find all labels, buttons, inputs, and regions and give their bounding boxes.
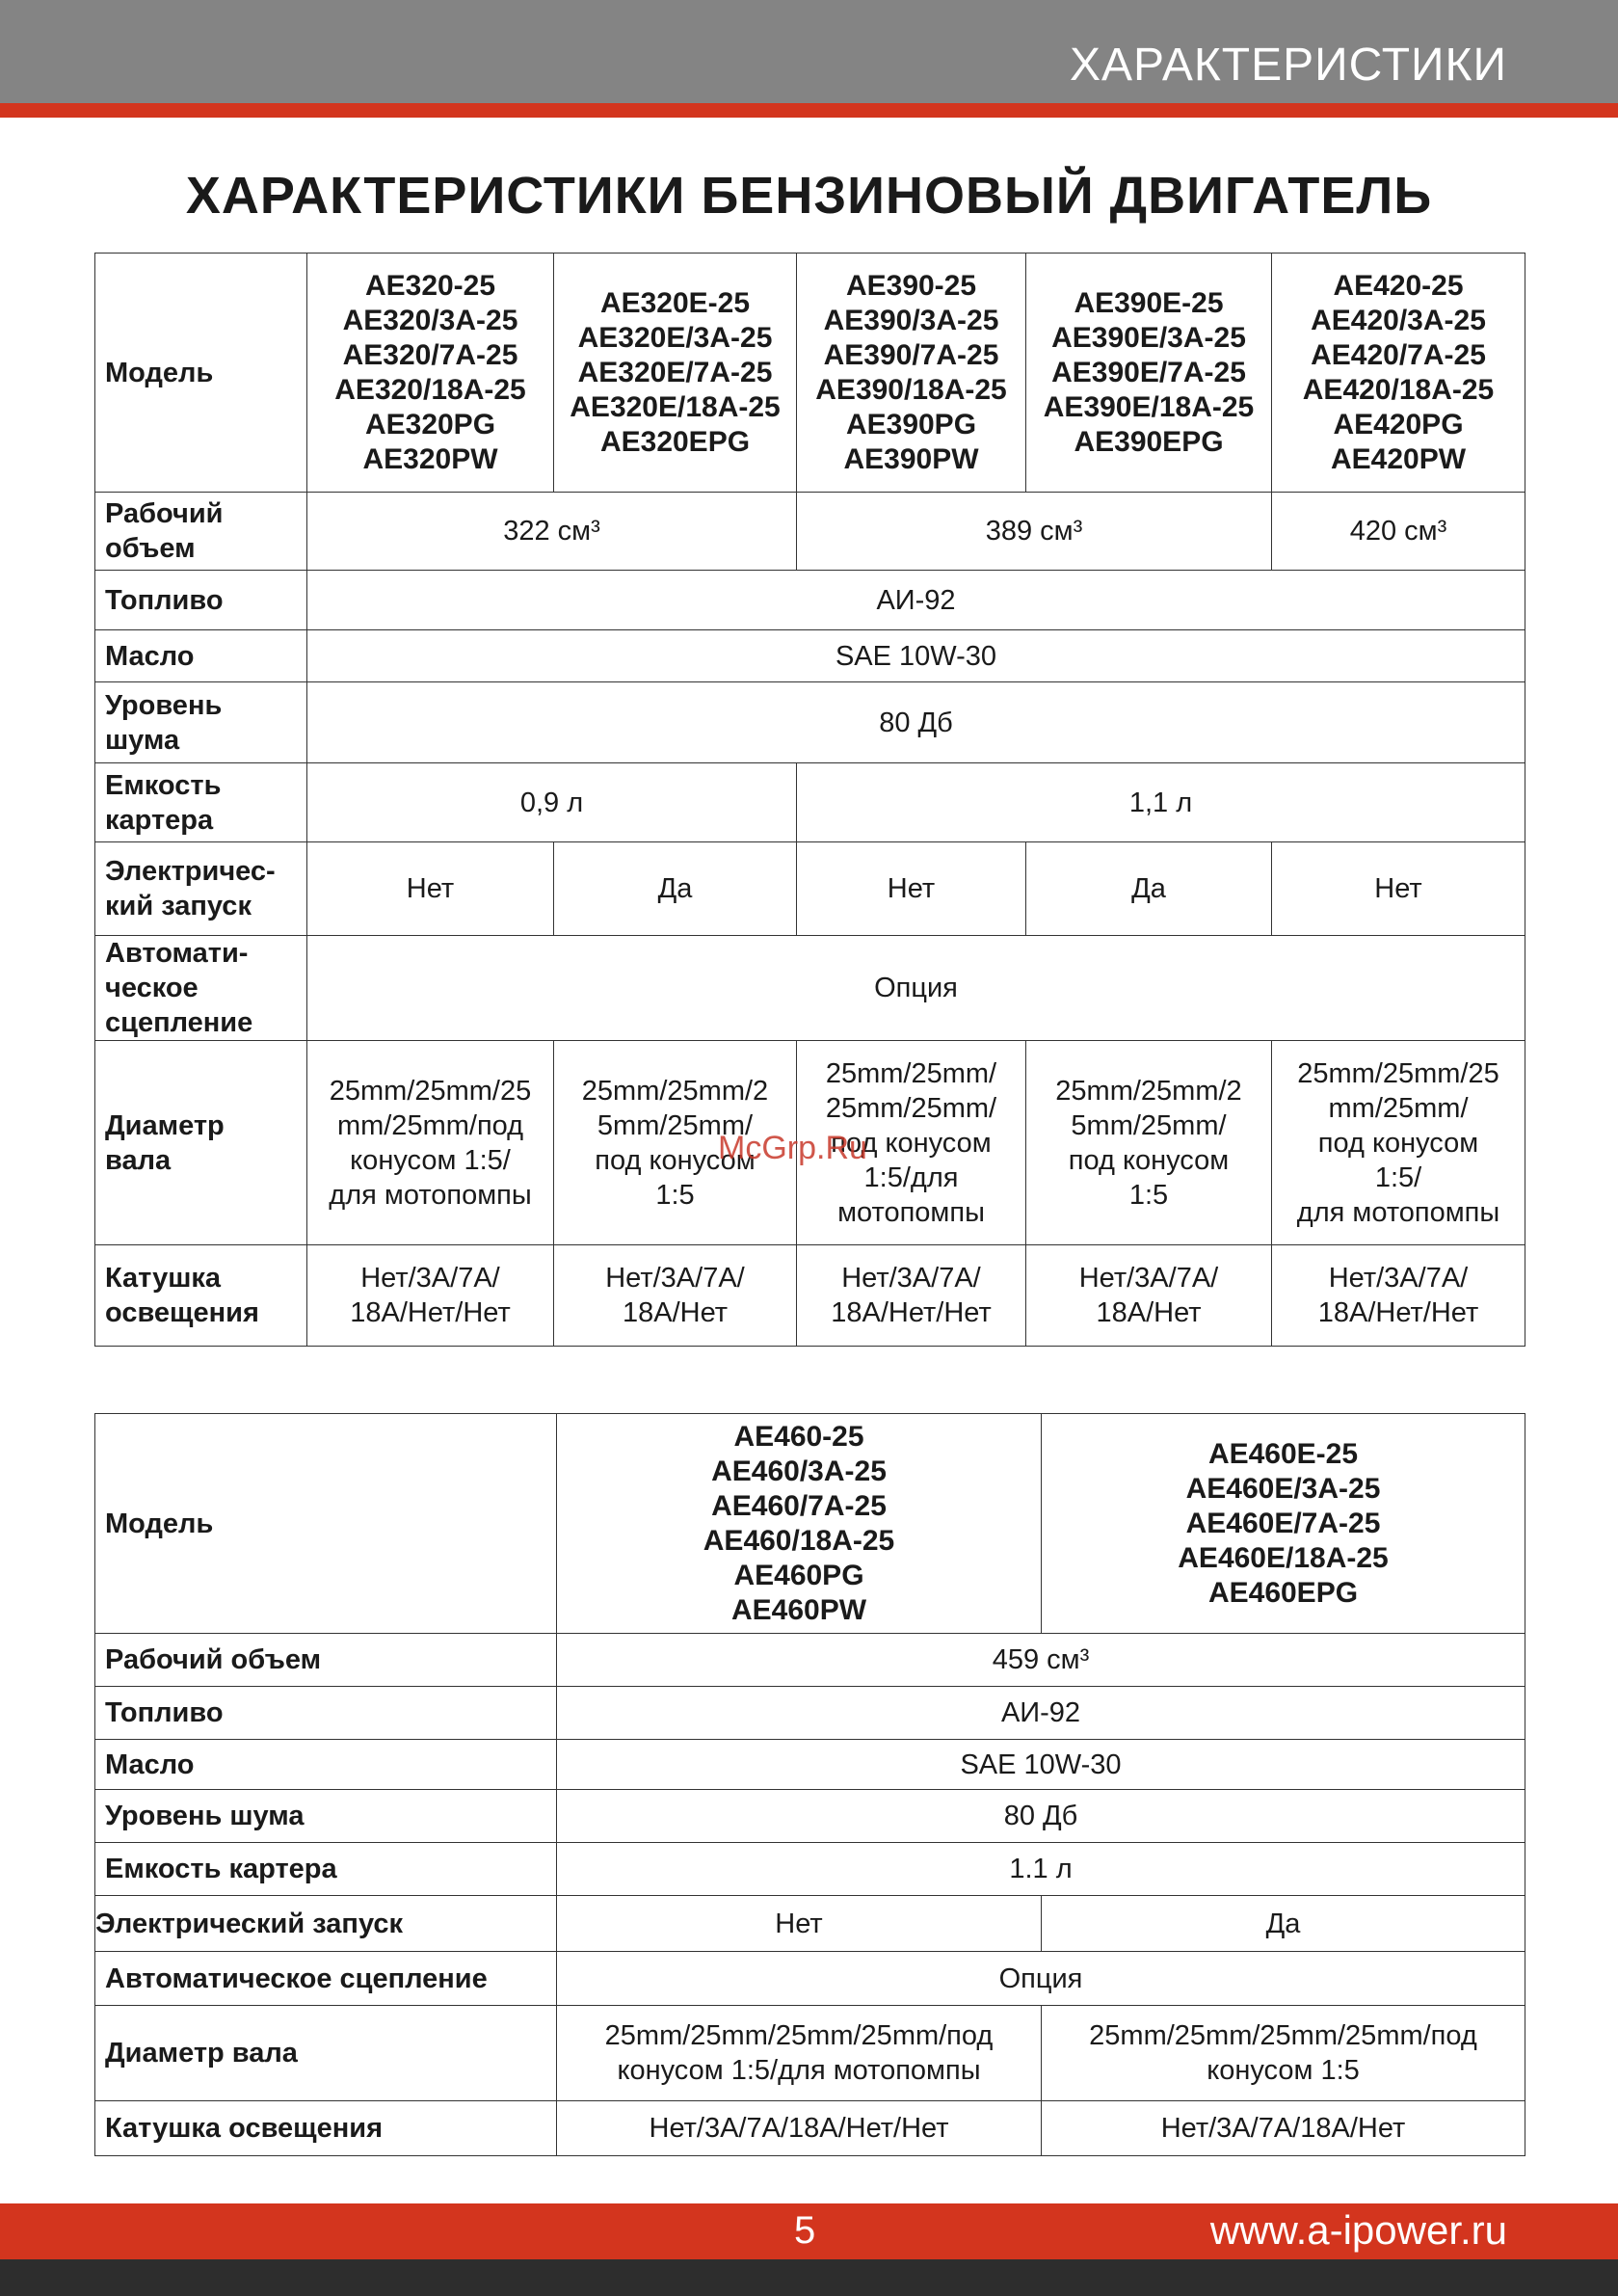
model-cell xyxy=(1026,254,1272,493)
value-cell: Нет xyxy=(1272,842,1525,936)
value-cell: Нет xyxy=(797,842,1026,936)
cell-line: Катушка xyxy=(105,1263,222,1294)
cell-line: AE420PW xyxy=(1330,442,1467,475)
table-row xyxy=(95,2101,1525,2156)
cell-line: 25mm/25mm/25 xyxy=(329,1075,532,1107)
cell-line: AE390-25 xyxy=(845,269,977,302)
cell-line: AE460PW xyxy=(730,1593,867,1626)
cell-line: конусом 1:5/ xyxy=(350,1144,511,1176)
table-row xyxy=(95,1952,1525,2006)
cell-line: 18А/Нет/Нет xyxy=(350,1297,511,1328)
cell-line: AE420/18A-25 xyxy=(1302,373,1495,406)
cell-line: 5mm/25mm/ xyxy=(1071,1109,1227,1141)
cell-line: 25mm/25mm/25mm/25mm/под xyxy=(604,2020,994,2051)
value-cell: Опция xyxy=(307,936,1525,1041)
cell-line: Рабочий xyxy=(105,498,224,529)
cell-line: мотопомпы xyxy=(837,1196,985,1228)
cell-line: AE460/7A-25 xyxy=(711,1489,887,1522)
row-label-estart: Электрический запуск xyxy=(95,1896,557,1952)
cell-line: AE460E/3A-25 xyxy=(1185,1472,1381,1505)
cell-line: Нет/3А/7А/ xyxy=(360,1263,500,1294)
value-cell: Да xyxy=(1042,1896,1525,1952)
cell-line: AE320/18A-25 xyxy=(334,373,526,406)
row-label-volume xyxy=(95,493,307,571)
cell-line: mm/25mm/под xyxy=(336,1109,524,1141)
value-cell xyxy=(1272,1041,1525,1245)
value-cell: 1,1 л xyxy=(797,763,1525,842)
section-title: ХАРАКТЕРИСТИКИ xyxy=(1069,40,1507,91)
cell-line: 25mm/25mm/2 xyxy=(1055,1075,1242,1107)
value-cell: 389 см³ xyxy=(797,493,1272,571)
value-cell xyxy=(557,2006,1042,2101)
table-row xyxy=(95,1245,1525,1347)
cell-line: картера xyxy=(105,804,214,836)
value-cell xyxy=(307,1245,554,1347)
row-label-oil: Масло xyxy=(95,630,307,682)
table-row xyxy=(95,571,1525,630)
row-label-coil xyxy=(95,1245,307,1347)
cell-line: 18А/Нет/Нет xyxy=(1317,1297,1479,1328)
cell-line: конусом 1:5/для мотопомпы xyxy=(617,2055,981,2086)
spec-table-1 xyxy=(94,253,1525,1347)
value-cell: 80 Дб xyxy=(307,682,1525,763)
cell-line: под конусом xyxy=(831,1127,992,1159)
cell-line: 18А/Нет xyxy=(622,1297,729,1328)
cell-line: AE320/3A-25 xyxy=(342,304,518,336)
row-label-volume: Рабочий объем xyxy=(95,1634,557,1687)
row-label-noise xyxy=(95,682,307,763)
cell-line: 5mm/25mm/ xyxy=(597,1109,754,1141)
page-title: ХАРАКТЕРИСТИКИ БЕНЗИНОВЫЙ ДВИГАТЕЛЬ xyxy=(185,167,1433,225)
cell-line: AE460/3A-25 xyxy=(711,1455,887,1487)
cell-line: AE320PW xyxy=(362,442,498,475)
cell-line: под конусом xyxy=(1068,1144,1230,1176)
cell-line: 25mm/25mm/25 xyxy=(1297,1057,1499,1089)
row-label-crankcase: Емкость картера xyxy=(95,1843,557,1896)
cell-line: AE420PG xyxy=(1333,408,1464,441)
cell-line: Автомати- xyxy=(105,938,249,969)
row-label-model: Модель xyxy=(95,1414,557,1634)
cell-line: 18А/Нет/Нет xyxy=(831,1297,992,1328)
cell-line: под конусом xyxy=(595,1144,756,1176)
cell-line: AE420/7A-25 xyxy=(1311,338,1486,371)
table-row xyxy=(95,1843,1525,1896)
table-row xyxy=(95,2006,1525,2101)
cell-line: mm/25mm/ xyxy=(1328,1092,1469,1124)
cell-line: 25mm/25mm/ xyxy=(825,1092,997,1124)
cell-line: AE460E/7A-25 xyxy=(1185,1507,1381,1539)
cell-line: AE390/3A-25 xyxy=(823,304,999,336)
value-cell xyxy=(307,1041,554,1245)
row-label-shaft xyxy=(95,1041,307,1245)
cell-line: AE460-25 xyxy=(733,1420,864,1453)
cell-line: AE390E-25 xyxy=(1074,286,1224,319)
table-row xyxy=(95,254,1525,493)
row-label-fuel: Топливо xyxy=(95,1687,557,1740)
cell-line: AE460PG xyxy=(733,1559,864,1591)
row-label-clutch: Автоматическое сцепление xyxy=(95,1952,557,2006)
cell-line: AE390E/3A-25 xyxy=(1051,321,1246,354)
cell-line: под конусом xyxy=(1317,1127,1479,1159)
cell-line: конусом 1:5 xyxy=(1207,2055,1360,2086)
table-row xyxy=(95,1634,1525,1687)
cell-line: 1:5 xyxy=(1128,1179,1169,1211)
value-cell: Нет xyxy=(307,842,554,936)
table-row xyxy=(95,1740,1525,1790)
value-cell: 1.1 л xyxy=(557,1843,1525,1896)
model-cell xyxy=(1042,1414,1525,1634)
value-cell: Да xyxy=(1026,842,1272,936)
cell-line: Нет/3А/7А/ xyxy=(841,1263,981,1294)
value-cell: Нет/3А/7А/18А/Нет/Нет xyxy=(557,2101,1042,2156)
cell-line: для мотопомпы xyxy=(1296,1196,1500,1228)
value-cell: 322 см³ xyxy=(307,493,797,571)
cell-line: Диаметр xyxy=(105,1109,225,1141)
page-number: 5 xyxy=(794,2209,816,2252)
cell-line: AE320PG xyxy=(364,408,496,441)
cell-line: сцепление xyxy=(105,1007,253,1038)
value-cell: SAE 10W-30 xyxy=(557,1740,1525,1790)
cell-line: AE320E-25 xyxy=(599,286,751,319)
cell-line: ческое xyxy=(105,973,199,1003)
value-cell: 0,9 л xyxy=(307,763,797,842)
cell-line: AE390PW xyxy=(843,442,979,475)
cell-line: Нет/3А/7А/ xyxy=(1078,1263,1219,1294)
value-cell: Опция xyxy=(557,1952,1525,2006)
footer-dark-stripe xyxy=(0,2259,1618,2296)
cell-line: AE390E/7A-25 xyxy=(1051,356,1246,388)
cell-line: вала xyxy=(105,1144,172,1176)
value-cell: Нет/3А/7А/18А/Нет xyxy=(1042,2101,1525,2156)
cell-line: AE460E-25 xyxy=(1207,1437,1359,1470)
table-row xyxy=(95,493,1525,571)
row-label-model: Модель xyxy=(95,254,307,493)
model-cell xyxy=(557,1414,1042,1634)
row-label-estart xyxy=(95,842,307,936)
cell-line: AE390EPG xyxy=(1074,425,1224,458)
model-cell xyxy=(797,254,1026,493)
table-row xyxy=(95,1790,1525,1843)
model-cell xyxy=(1272,254,1525,493)
value-cell: Да xyxy=(554,842,797,936)
value-cell: 80 Дб xyxy=(557,1790,1525,1843)
model-cell xyxy=(307,254,554,493)
value-cell: 420 см³ xyxy=(1272,493,1525,571)
cell-line: 1:5/для xyxy=(863,1161,959,1193)
cell-line: Электричес- xyxy=(105,856,276,887)
row-label-crankcase xyxy=(95,763,307,842)
value-cell xyxy=(1042,2006,1525,2101)
header-bar xyxy=(0,0,1618,118)
value-cell: Нет xyxy=(557,1896,1042,1952)
cell-line: 18А/Нет xyxy=(1096,1297,1202,1328)
cell-line: AE320EPG xyxy=(599,425,751,458)
value-cell xyxy=(554,1245,797,1347)
table-row xyxy=(95,936,1525,1041)
cell-line: AE390PG xyxy=(845,408,977,441)
cell-line: AE320E/3A-25 xyxy=(577,321,773,354)
table-row xyxy=(95,763,1525,842)
table-row xyxy=(95,1414,1525,1634)
cell-line: Нет/3А/7А/ xyxy=(605,1263,745,1294)
footer-bar xyxy=(0,2203,1618,2259)
cell-line: шума xyxy=(105,724,180,756)
cell-line: освещения xyxy=(105,1297,259,1328)
row-label-noise: Уровень шума xyxy=(95,1790,557,1843)
cell-line: AE460E/18A-25 xyxy=(1178,1541,1389,1574)
cell-line: AE320-25 xyxy=(364,269,496,302)
value-cell xyxy=(1026,1245,1272,1347)
row-label-fuel: Топливо xyxy=(95,571,307,630)
table-row xyxy=(95,682,1525,763)
cell-line: AE460/18A-25 xyxy=(703,1524,895,1557)
value-cell xyxy=(1026,1041,1272,1245)
cell-line: AE420-25 xyxy=(1333,269,1464,302)
cell-line: для мотопомпы xyxy=(329,1179,532,1211)
cell-line: объем xyxy=(105,533,196,564)
cell-line: кий запуск xyxy=(105,891,252,921)
website-link[interactable]: www.a-ipower.ru xyxy=(1209,2207,1507,2253)
row-label-shaft: Диаметр вала xyxy=(95,2006,557,2101)
cell-line: AE460EPG xyxy=(1207,1576,1359,1609)
cell-line: 1:5 xyxy=(655,1179,695,1211)
cell-line: AE420/3A-25 xyxy=(1311,304,1486,336)
value-cell: 459 см³ xyxy=(557,1634,1525,1687)
model-cell xyxy=(554,254,797,493)
value-cell xyxy=(1272,1245,1525,1347)
watermark: McGrp.Ru xyxy=(718,1130,867,1166)
cell-line: Нет/3А/7А/ xyxy=(1328,1263,1469,1294)
value-cell: SAE 10W-30 xyxy=(307,630,1525,682)
value-cell: АИ-92 xyxy=(307,571,1525,630)
cell-line: Уровень xyxy=(105,689,223,721)
table-row xyxy=(95,1896,1525,1952)
cell-line: AE390E/18A-25 xyxy=(1043,390,1255,423)
cell-line: 25mm/25mm/25mm/25mm/под xyxy=(1089,2020,1477,2051)
value-cell: АИ-92 xyxy=(557,1687,1525,1740)
cell-line: AE320E/18A-25 xyxy=(570,390,781,423)
header-red-stripe xyxy=(0,103,1618,118)
value-cell xyxy=(797,1245,1026,1347)
table-row xyxy=(95,1687,1525,1740)
cell-line: 25mm/25mm/2 xyxy=(581,1075,769,1107)
cell-line: AE390/7A-25 xyxy=(823,338,999,371)
row-label-coil: Катушка освещения xyxy=(95,2101,557,2156)
row-label-clutch xyxy=(95,936,307,1041)
cell-line: AE320/7A-25 xyxy=(342,338,518,371)
row-label-oil: Масло xyxy=(95,1740,557,1790)
cell-line: AE390/18A-25 xyxy=(815,373,1007,406)
cell-line: Емкость xyxy=(105,769,222,801)
cell-line: AE320E/7A-25 xyxy=(577,356,773,388)
table-row xyxy=(95,842,1525,936)
cell-line: 1:5/ xyxy=(1374,1161,1422,1193)
table-row xyxy=(95,630,1525,682)
cell-line: 25mm/25mm/ xyxy=(825,1057,997,1089)
spec-table-2 xyxy=(94,1413,1525,2156)
